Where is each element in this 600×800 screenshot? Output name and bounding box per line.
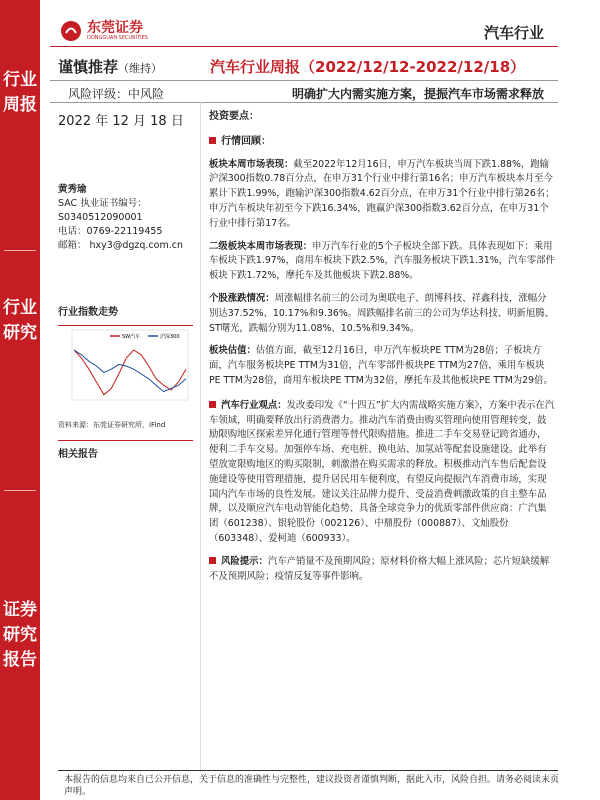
paragraph-risk: 风险提示：汽车产销量不及预期风险；原材料价格大幅上涨风险；芯片短缺缓解不及预期风险；疫情反复等事件影响。: [209, 555, 550, 582]
review-heading: 行情回顾：: [209, 135, 555, 150]
paragraph-valuation: 板块估值：估值方面，截至12月16日，申万汽车板块PE TTM为28倍；子板块方面，汽车服务板块PE TTM为31倍，汽车零部件板块PE TTM为27倍，乘用车板块PE TTM为28倍，商用车板块PE TTM为32倍，摩托车及其他板块PE TTM为29倍。: [209, 345, 553, 386]
footer-disclaimer: 本报告的信息均来自已公开信息，关于信息的准确性与完整性，建议投资者谨慎判断，据此入市，风险自担。请务必阅读末页声明。: [64, 775, 560, 797]
analyst-email[interactable]: 邮箱： hxy3@dgzq.com.cn: [58, 240, 183, 251]
main-content: [209, 110, 555, 584]
legend-label-0: SW汽车: [122, 334, 141, 340]
report-date: 2022 年 12 月 18 日: [58, 114, 184, 129]
column-divider: [200, 102, 201, 772]
paragraph-sub-sectors: 二级板块本周市场表现：申万汽车行业的5个子板块全部下跌。具体表现如下：乘用车板块下跌1.97%，商用车板块下跌2.5%，汽车服务板块下跌1.31%，汽车零部件板块下跌1.72%，摩托车及其他板块下跌2.88%。: [209, 240, 555, 282]
bullet-icon: [209, 557, 216, 564]
paragraph-view: 汽车行业观点：发改委印发《“十四五”扩大内需战略实施方案》，方案中表示在汽车领域，明确要释放出行消费潜力。推动汽车消费由购买管理向使用管理转变，鼓励限购地区探索差异化通行管理等替代限购措施。推进二手车交易登记跨省通办，便利二手车交易。加强停车场、充电桩、换电站、加氢站等配套设施建设。此举有望放宽限购地区的购买限制，刺激潜在购买需求的释放。积极推动汽车售后配套设施建设等使用管理措施，提升居民用车便利度，有望反向提振汽车消费市场，实现国内汽车市场的良性发展。建议关注品牌力提升、受益消费刺激政策的自主整车品牌，以及顺应汽车电动智能化趋势、具备全球竞争力的优质零部件供应商：广汽集团（601238）、银轮股份（002126）、中鼎股份（000887）、文灿股份（603348）、爱柯迪（600933）。: [209, 399, 555, 544]
paragraph-stocks: 个股涨跌情况：周涨幅排名前三的公司为奥联电子、朗博科技、祥鑫科技，涨幅分别达37.52%、10.17%和9.36%。周跌幅排名前三的公司为华达科技、明新旭腾、ST曙光，跌幅分别为11.08%、10.5%和9.34%。: [209, 292, 555, 334]
subtitle-divider: [50, 102, 558, 103]
report-subtitle: 明确扩大内需实施方案，提振汽车市场需求释放: [291, 87, 544, 101]
legend-label-1: 沪深300: [160, 334, 180, 340]
industry-tag: 汽车行业: [483, 24, 544, 42]
sidebar-label-report: 证券研究报告: [3, 600, 37, 670]
paragraph-market: 板块本周市场表现：截至2022年12月16日，申万汽车板块当周下跌1.88%，跑输沪深300指数0.78百分点，在申万31个行业中排行第16名；申万汽车板块本月至今累计下跌1.99%，跑输沪深300指数4.62百分点，在申万31个行业中排行第26名；申万汽车板块年初至今下跌16.34%，跑赢沪深300指数3.62百分点，在申万31个行业中排行第17名。: [209, 158, 555, 229]
logo-mark-icon: [60, 20, 82, 42]
sidebar: [0, 0, 40, 800]
industry-index-chart: [58, 325, 193, 416]
bullet-icon: [209, 137, 216, 144]
chart-svg: [58, 326, 193, 416]
related-reports-heading: 相关报告: [58, 449, 98, 460]
analyst-cert-label: SAC 执业证书编号：: [58, 198, 147, 209]
bullet-icon: [209, 401, 216, 408]
sidebar-label-weekly: 行业周报: [3, 70, 37, 115]
related-divider: [58, 440, 193, 441]
title-divider: [50, 80, 558, 81]
points-heading: 投资要点：: [209, 111, 259, 122]
footer-divider: [58, 770, 558, 771]
analyst-cert: S0340512090001: [58, 212, 143, 223]
logo-sub: DONGGUAN SECURITIES: [87, 35, 148, 41]
analyst-phone: 电话：0769-22119455: [58, 226, 163, 237]
analyst-info: [58, 183, 193, 253]
chart-source: 资料来源：东莞证券研究所，iFind: [58, 421, 166, 429]
risk-rating: 风险评级：中风险: [68, 87, 165, 101]
sidebar-divider: [4, 250, 36, 251]
analyst-name: 黄秀瑜: [58, 184, 87, 195]
sidebar-divider: [4, 490, 36, 491]
rating: 谨慎推荐（维持）: [58, 58, 163, 76]
report-title: 汽车行业周报（2022/12/12-2022/12/18）: [210, 58, 526, 76]
sidebar-label-research: 行业研究: [3, 298, 37, 343]
logo-name: 东莞证券: [87, 20, 143, 36]
header-divider: [50, 46, 558, 47]
company-logo: [60, 20, 148, 42]
chart-title: 行业指数走势: [58, 307, 118, 318]
